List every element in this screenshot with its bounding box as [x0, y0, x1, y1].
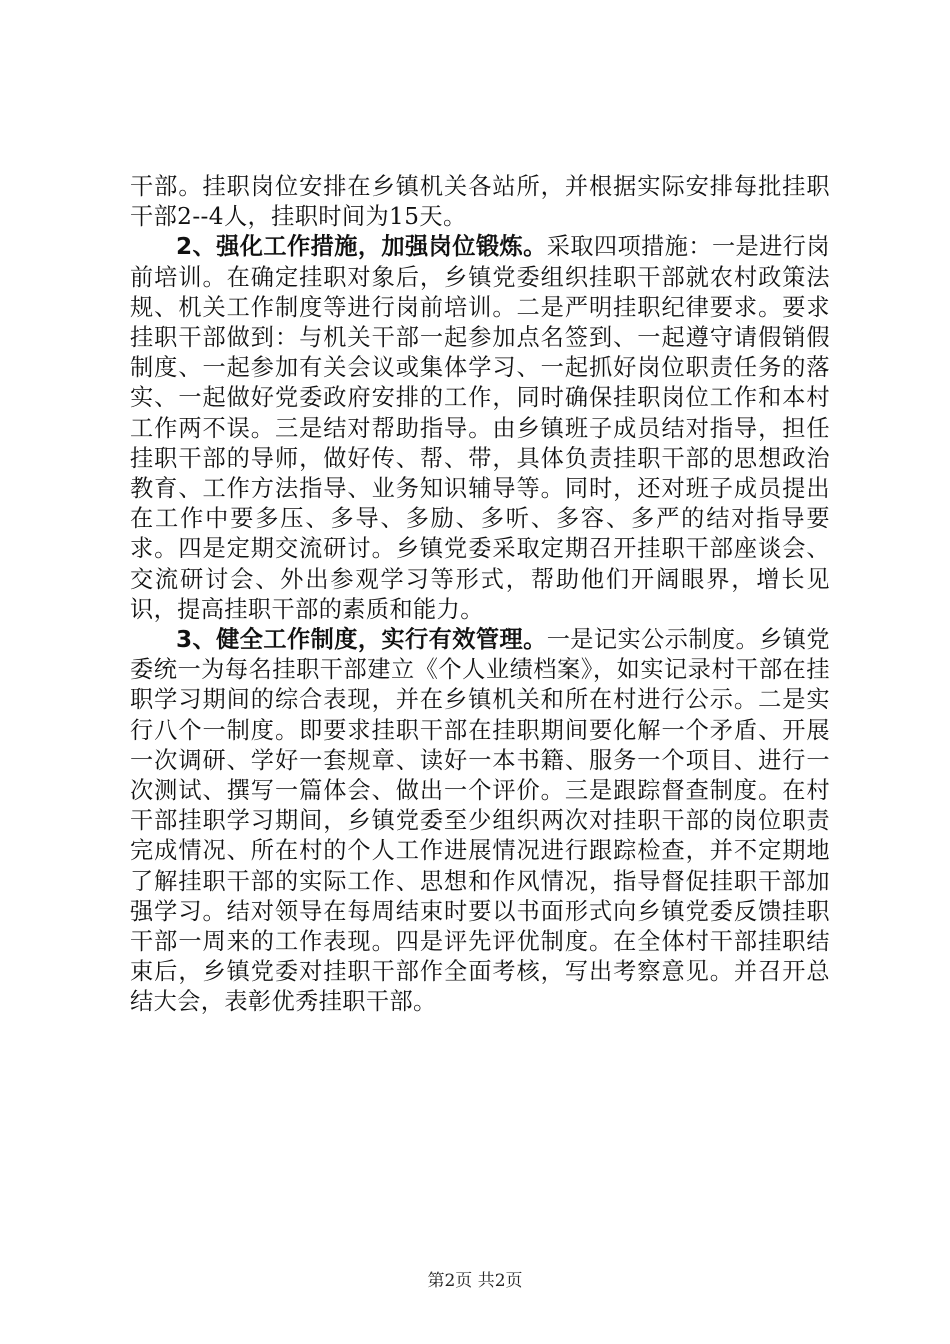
paragraph-continuation: [130, 172, 830, 232]
paragraph-section-3: [130, 625, 830, 1018]
section-heading: 3、健全工作制度，实行有效管理。: [176, 626, 547, 654]
paragraph-text: 一是记实公示制度。乡镇党委统一为每名挂职干部建立《个人业绩档案》，如实记录村干部在挂职学习期间的综合表现，并在乡镇机关和所在村进行公示。二是实行八个一制度。即要求挂职干部在挂职期间要化解一个矛盾、开展一次调研、学好一套规章、读好一本书籍、服务一个项目、进行一次测试、撰写一篇体会、做出一个评价。三是跟踪督查制度。在村干部挂职学习期间，乡镇党委至少组织两次对挂职干部的岗位职责完成情况、所在村的个人工作进展情况进行跟踪检查，并不定期地了解挂职干部的实际工作、思想和作风情况，指导督促挂职干部加强学习。结对领导在每周结束时要以书面形式向乡镇党委反馈挂职干部一周来的工作表现。四是评先评优制度。在全体村干部挂职结束后，乡镇党委对挂职干部作全面考核，写出考察意见。并召开总结大会，表彰优秀挂职干部。: [130, 626, 830, 1016]
paragraph-text: 采取四项措施：一是进行岗前培训。在确定挂职对象后，乡镇党委组织挂职干部就农村政策法规、机关工作制度等进行岗前培训。二是严明挂职纪律要求。要求挂职干部做到：与机关干部一起参加点名签到、一起遵守请假销假制度、一起参加有关会议或集体学习、一起抓好岗位职责任务的落实、一起做好党委政府安排的工作，同时确保挂职岗位工作和本村工作两不误。三是结对帮助指导。由乡镇班子成员结对指导，担任挂职干部的导师，做好传、帮、带，具体负责挂职干部的思想政治教育、工作方法指导、业务知识辅导等。同时，还对班子成员提出在工作中要多压、多导、多励、多听、多容、多严的结对指导要求。四是定期交流研讨。乡镇党委采取定期召开挂职干部座谈会、交流研讨会、外出参观学习等形式，帮助他们开阔眼界，增长见识，提高挂职干部的素质和能力。: [130, 233, 830, 623]
document-body: [130, 172, 830, 1018]
page-footer: [0, 1270, 950, 1292]
paragraph-text: 干部。挂职岗位安排在乡镇机关各站所，并根据实际安排每批挂职干部2--4人，挂职时间为15天。: [130, 173, 830, 231]
paragraph-section-2: [130, 232, 830, 625]
section-heading: 2、强化工作措施，加强岗位锻炼。: [176, 233, 547, 261]
page-number: 第2页 共2页: [427, 1271, 523, 1291]
